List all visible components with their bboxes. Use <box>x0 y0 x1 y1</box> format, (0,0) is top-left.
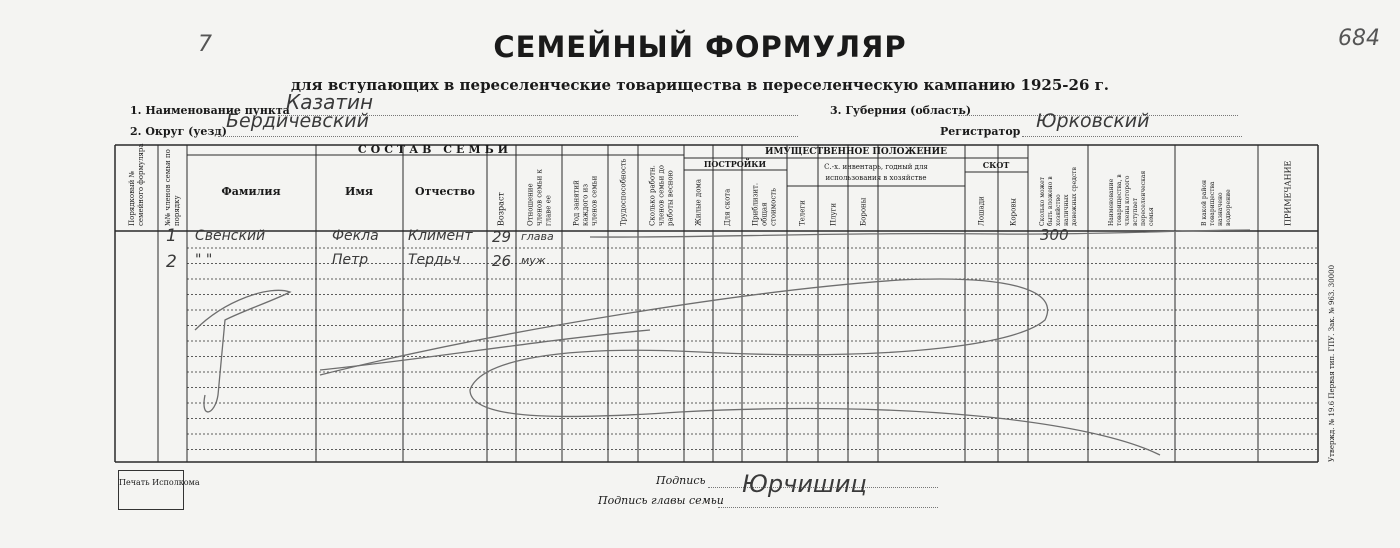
header-inventory-group: использования в хозяйстве <box>825 174 927 182</box>
header-carts: Телеги <box>798 200 807 226</box>
header-houses: Жилые дома <box>694 178 703 226</box>
row2-age: 26 <box>492 252 512 270</box>
column-lines <box>115 145 1318 462</box>
header-relation: членов семьи к <box>535 169 544 226</box>
header-district: назначено <box>1217 192 1224 226</box>
table-header <box>128 143 1293 226</box>
district-value: Бердичевский <box>226 110 370 132</box>
header-ploughs: Плуги <box>829 202 838 226</box>
header-member-no: №№ членов семьи по <box>163 149 172 226</box>
header-partnership: вступает <box>1132 197 1139 226</box>
header-harrows: Бороны <box>859 197 868 226</box>
header-workers: Сколько работн. <box>648 165 657 226</box>
settlement-label: 1. Наименование пункта <box>130 104 290 117</box>
header-district: водворение <box>1225 189 1232 226</box>
cancel-stroke <box>195 290 290 412</box>
district-label: 2. Округ (уезд) <box>130 125 227 138</box>
header-approx-value: стоимость <box>769 188 778 226</box>
form-title: СЕМЕЙНЫЙ ФОРМУЛЯР <box>493 30 907 64</box>
header-relation: Отношение <box>526 183 535 226</box>
header-member-no: порядку <box>172 195 181 226</box>
row1-money: 300 <box>1040 226 1069 244</box>
row1-patronymic: Климент <box>408 228 473 244</box>
registrar-value: Юрковский <box>1036 110 1150 132</box>
row1-age: 29 <box>492 228 512 246</box>
header-ability: Трудоспособность <box>619 158 628 226</box>
row1-number: 1 <box>166 226 177 246</box>
header-partnership: переселенческая <box>1140 170 1147 226</box>
header-money: денежных средств <box>1071 167 1078 226</box>
header-partnership: Наименование <box>1108 178 1115 226</box>
header-family-form-no: семейного формуляра <box>136 143 145 226</box>
sheet-number: 684 <box>1338 26 1380 51</box>
header-approx-value: Приблизит. <box>751 182 760 226</box>
header-money: быть вложено в <box>1047 176 1054 226</box>
header-money: хозяйство <box>1055 194 1062 226</box>
row2-number: 2 <box>166 252 177 272</box>
row1-surname: Свенский <box>195 228 266 244</box>
header-district: В какой район <box>1201 180 1208 226</box>
header-family-form-no: Порядковый № <box>127 170 136 226</box>
header-cattle-sheds: Для скота <box>723 188 732 226</box>
print-note: Утвержд. № 19.6 Первая тип. ГПУ. Зак. № 963. 30000 <box>1328 264 1336 462</box>
form-subtitle: для вступающих в переселенческие товарищества в переселенческую кампанию 1925-26 г. <box>290 76 1110 94</box>
header-name: Имя <box>344 185 374 198</box>
row-lines <box>115 145 1318 462</box>
cancel-stroke <box>320 330 650 370</box>
header-patronymic: Отчество <box>415 185 475 198</box>
header-occupation: каждого из <box>581 183 590 226</box>
header-inventory-group: С.-х. инвентарь, годный для <box>824 163 928 171</box>
header-relation: главе ее <box>544 195 553 226</box>
header-notes: ПРИМЕЧАНИЕ <box>1283 160 1293 226</box>
header-approx-value: общая <box>760 202 769 226</box>
header-district: товарищества <box>1209 181 1216 226</box>
stamp-box: Печать Исполкома <box>118 470 184 510</box>
header-family-group: СОСТАВ СЕМЬИ <box>357 143 513 156</box>
header-partnership: члены которого <box>1124 175 1131 226</box>
header-buildings-group: ПОСТРОЙКИ <box>703 159 767 169</box>
cancel-stroke <box>320 279 1160 455</box>
head-signature-value: Юрчишиц <box>742 470 867 498</box>
header-partnership: семья <box>1148 207 1155 226</box>
header-money: наличных <box>1063 194 1070 226</box>
header-occupation: Род занятий <box>572 180 581 226</box>
header-age: Возраст <box>496 192 506 226</box>
row1-name: Фекла <box>332 228 379 244</box>
header-partnership: товарищества, в <box>1116 174 1123 226</box>
header-property-group: ИМУЩЕСТВЕННОЕ ПОЛОЖЕНИЕ <box>764 147 948 157</box>
signature-label: Подпись <box>656 474 706 487</box>
row2-surname: " " <box>195 252 213 268</box>
row1-relation: глава <box>521 230 554 243</box>
row2-name: Петр <box>332 252 369 268</box>
header-workers: работы весною <box>666 170 675 226</box>
head-signature-label: Подпись главы семьи <box>598 494 724 507</box>
settlement-value: Казатин <box>286 90 374 114</box>
header-horses: Лошади <box>977 196 986 226</box>
header-workers: членов семьи до <box>657 165 666 226</box>
header-occupation: членов семьи <box>590 175 599 226</box>
registrar-label: Регистратор <box>940 125 1021 138</box>
header-money: Сколько может <box>1039 177 1046 226</box>
page-number: 7 <box>198 32 212 57</box>
head-signature-line <box>718 506 938 508</box>
row2-relation: муж <box>521 254 546 267</box>
header-surname: Фамилия <box>221 185 281 198</box>
header-livestock-group: СКОТ <box>982 160 1010 170</box>
province-label: 3. Губерния (область) <box>830 104 972 117</box>
header-cows: Коровы <box>1009 198 1018 226</box>
row2-patronymic: Тердьч <box>408 252 461 268</box>
